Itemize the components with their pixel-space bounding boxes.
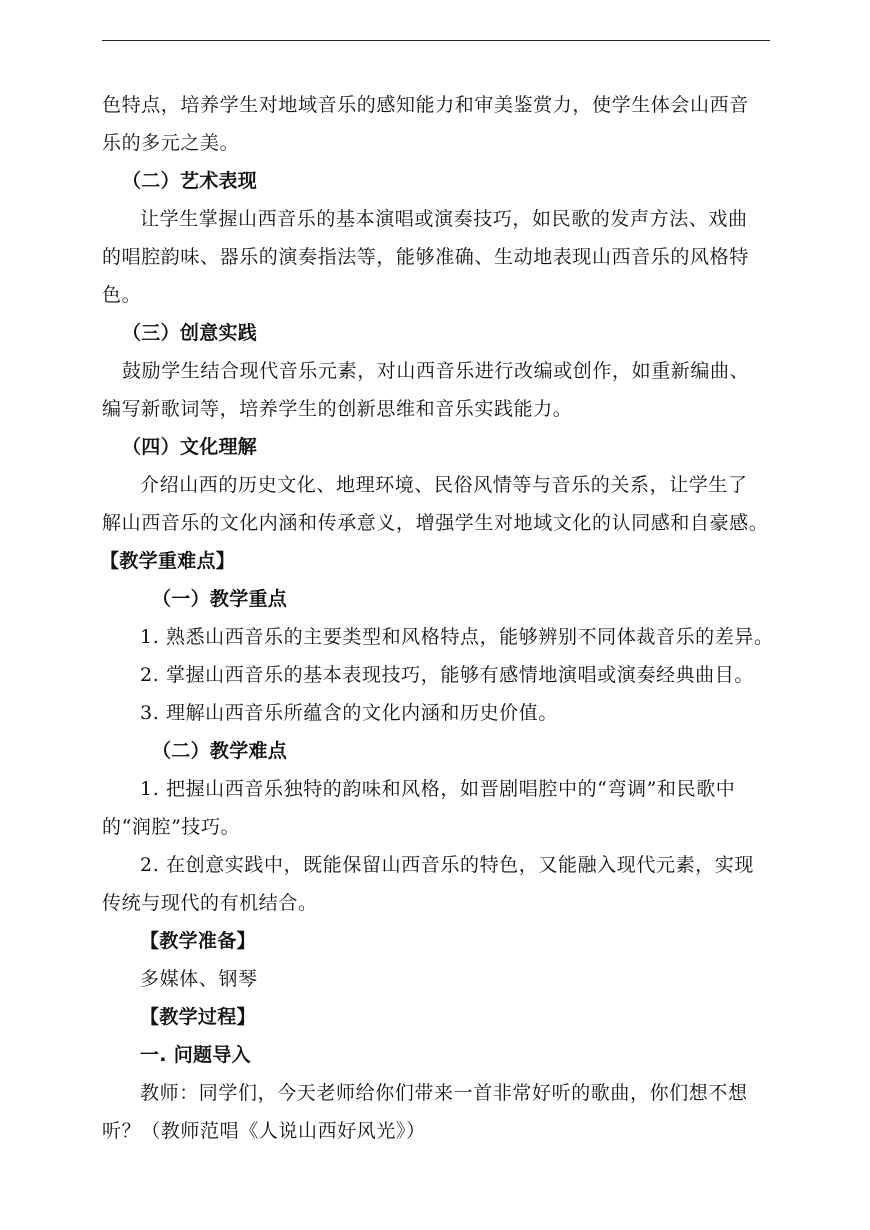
paragraph-line: 色。 [102,284,142,306]
header-rule [102,40,770,41]
paragraph-line: 传统与现代的有机结合。 [102,892,318,914]
section-heading-teaching-process: 【教学过程】 [140,1006,256,1028]
section-heading-creative-practice: （三）创意实践 [122,322,258,344]
paragraph-line: 教师：同学们，今天老师给你们带来一首非常好听的歌曲，你们想不想 [140,1082,748,1104]
paragraph-line: 的唱腔韵味、器乐的演奏指法等，能够准确、生动地表现山西音乐的风格特 [102,246,749,268]
document-body [102,86,772,1150]
paragraph-line: 让学生掌握山西音乐的基本演唱或演奏技巧，如民歌的发声方法、戏曲 [140,208,748,230]
paragraph-line: 听？（教师范唱《人说山西好风光》） [102,1120,426,1142]
section-heading-artistic-expression: （二）艺术表现 [122,170,258,192]
subheading-teaching-focus: （一）教学重点 [152,588,288,610]
subheading-teaching-difficulty: （二）教学难点 [152,740,288,762]
subheading-question-intro: 一. 问题导入 [140,1044,251,1066]
list-item: 1. 熟悉山西音乐的主要类型和风格特点，能够辨别不同体裁音乐的差异。 [140,626,774,648]
section-heading-teaching-preparation: 【教学准备】 [140,930,256,952]
paragraph-line: 的“润腔”技巧。 [102,816,241,838]
paragraph-line: 编写新歌词等，培养学生的创新思维和音乐实践能力。 [102,398,573,420]
paragraph-line: 解山西音乐的文化内涵和传承意义，增强学生对地域文化的认同感和自豪感。 [102,512,769,534]
list-item: 2. 在创意实践中，既能保留山西音乐的特色，又能融入现代元素，实现 [140,854,754,876]
section-heading-cultural-understanding: （四）文化理解 [122,436,258,458]
list-item: 3. 理解山西音乐所蕴含的文化内涵和历史价值。 [140,702,558,724]
section-heading-key-difficulties: 【教学重难点】 [100,550,236,572]
paragraph-line: 色特点，培养学生对地域音乐的感知能力和审美鉴赏力，使学生体会山西音 [102,94,749,116]
list-item: 2. 掌握山西音乐的基本表现技巧，能够有感情地演唱或演奏经典曲目。 [140,664,754,686]
paragraph-line: 多媒体、钢琴 [140,968,258,990]
paragraph-line: 乐的多元之美。 [102,132,240,154]
paragraph-line: 鼓励学生结合现代音乐元素，对山西音乐进行改编或创作，如重新编曲、 [122,360,750,382]
list-item: 1. 把握山西音乐独特的韵味和风格，如晋剧唱腔中的“弯调”和民歌中 [140,778,736,800]
paragraph-line: 介绍山西的历史文化、地理环境、民俗风情等与音乐的关系，让学生了 [140,474,748,496]
